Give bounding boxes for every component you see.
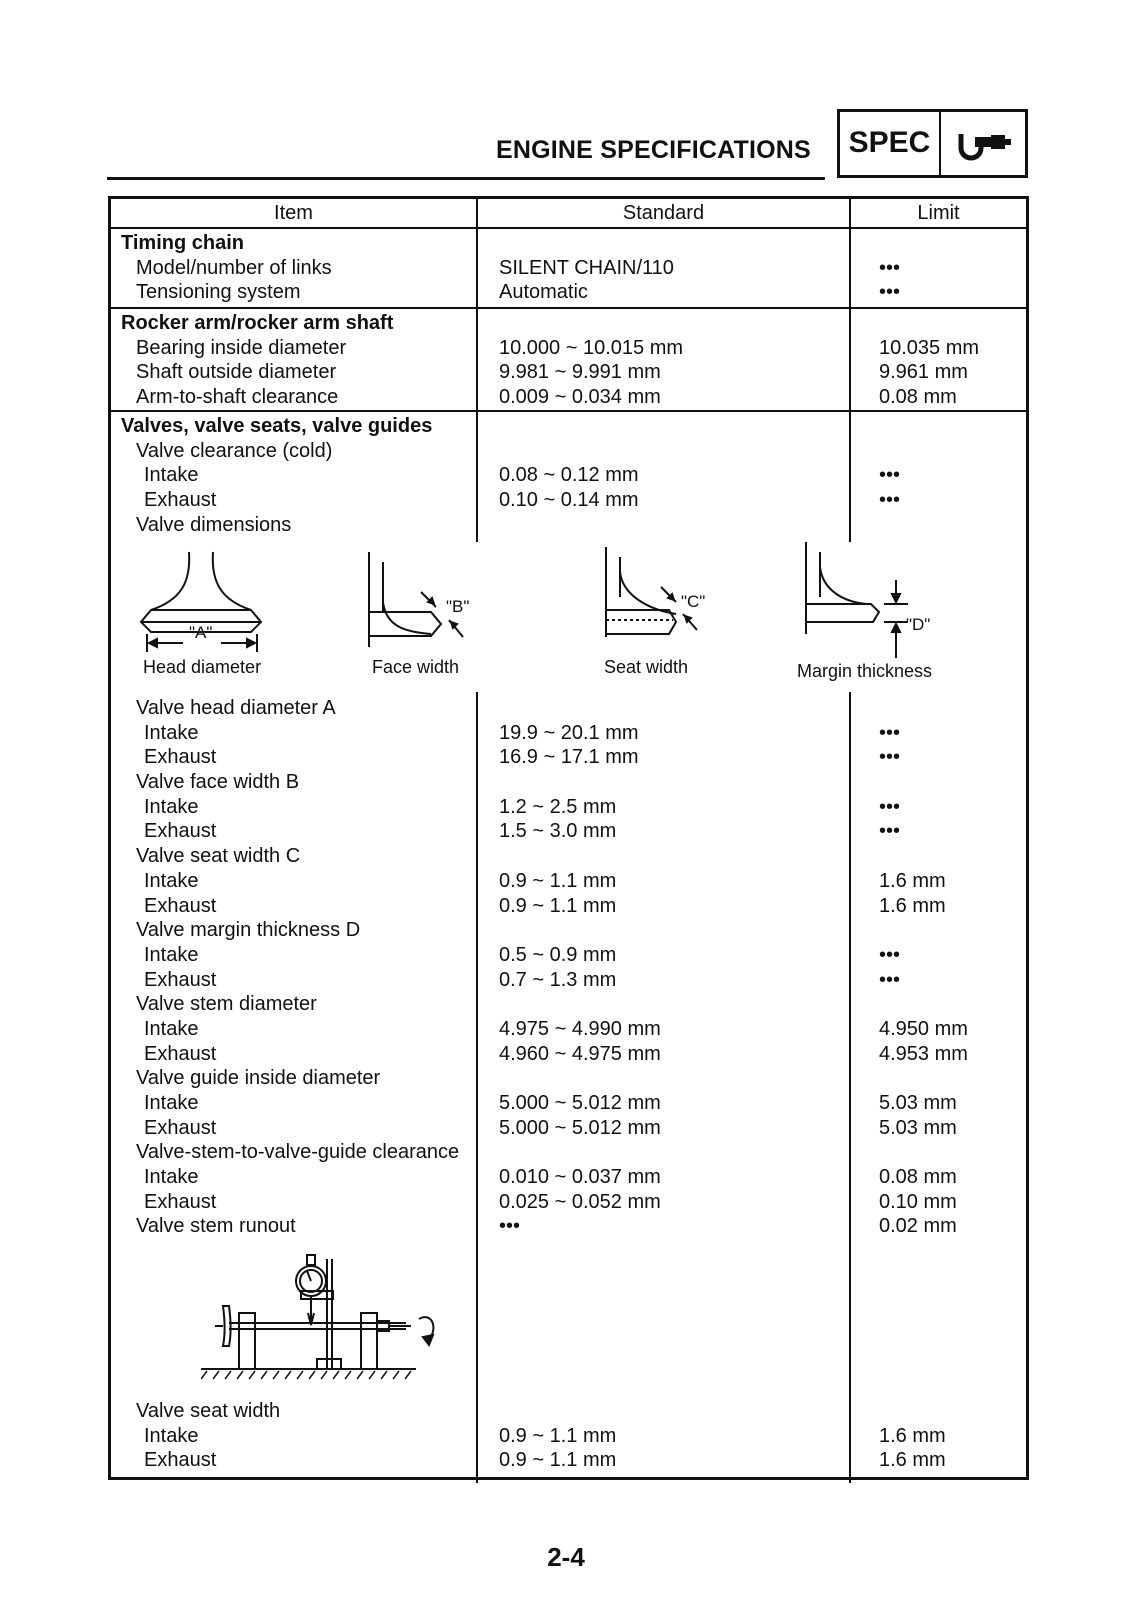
block-timing-chain-standard (499, 231, 674, 305)
standard-value (499, 513, 639, 538)
item-label: Exhaust (144, 820, 217, 843)
col-divider (849, 199, 851, 542)
limit-value (879, 513, 900, 538)
limit-value (879, 918, 968, 943)
item-label: Intake (144, 795, 199, 818)
limit-value: 1.6 mm (879, 1424, 946, 1447)
standard-value (499, 918, 661, 943)
item-label: Valve head diameter A (136, 697, 336, 719)
standard-value: 0.025 ~ 0.052 mm (499, 1190, 661, 1213)
item-label: Valve-stem-to-valve-guide clearance (136, 1141, 460, 1164)
item-label: Valve face width B (136, 771, 300, 794)
spec-badge-label: SPEC (840, 112, 941, 175)
item-label: Intake (144, 1166, 199, 1189)
item-label: Model/number of links (136, 256, 332, 279)
block-valve-seat-standard (499, 1399, 616, 1473)
block-valve-dimensions-items (121, 696, 459, 1239)
limit-value: ••• (879, 795, 901, 818)
block-valves-standard (499, 414, 639, 537)
item-label: Exhaust (144, 746, 217, 769)
standard-value: Automatic (499, 281, 588, 304)
item-label: Exhaust (144, 1190, 217, 1213)
standard-value: 0.5 ~ 0.9 mm (499, 943, 617, 966)
standard-value: 0.9 ~ 1.1 mm (499, 1424, 617, 1447)
standard-value: 19.9 ~ 20.1 mm (499, 721, 639, 744)
micrometer-icon (941, 112, 1025, 175)
standard-value: ••• (499, 1215, 521, 1238)
col-header-limit: Limit (917, 202, 960, 224)
standard-value: 4.960 ~ 4.975 mm (499, 1042, 661, 1065)
limit-value: ••• (879, 721, 901, 744)
limit-value: 10.035 mm (879, 336, 980, 359)
row-divider (111, 227, 1026, 229)
col-divider (476, 199, 478, 542)
item-label: Exhaust (144, 1449, 217, 1472)
standard-value: 1.2 ~ 2.5 mm (499, 795, 617, 818)
item-label: Exhaust (144, 1042, 217, 1065)
limit-value: ••• (879, 256, 901, 279)
item-label: Valve clearance (cold) (136, 439, 333, 462)
limit-value (879, 439, 900, 464)
block-valve-seat-limit (879, 1399, 946, 1473)
limit-value: ••• (879, 943, 901, 966)
standard-value (499, 311, 683, 336)
item-label: Intake (144, 943, 199, 966)
marker-b: "B" (446, 597, 470, 616)
item-label: Arm-to-shaft clearance (136, 386, 339, 409)
limit-value: 5.03 mm (879, 1116, 957, 1139)
standard-value: 0.9 ~ 1.1 mm (499, 869, 617, 892)
limit-value (879, 844, 968, 869)
item-label: Intake (144, 1424, 199, 1447)
limit-value: ••• (879, 968, 901, 991)
limit-value (879, 696, 968, 721)
standard-value: 5.000 ~ 5.012 mm (499, 1116, 661, 1139)
label-face-width: Face width (372, 657, 460, 677)
standard-value (499, 1399, 616, 1424)
header-rule (107, 177, 825, 180)
limit-value: 0.10 mm (879, 1190, 957, 1213)
block-timing-chain-limit (879, 231, 900, 305)
item-label: Intake (144, 869, 199, 892)
standard-value (499, 844, 661, 869)
standard-value: 0.08 ~ 0.12 mm (499, 464, 639, 487)
block-valve-dimensions-limit (879, 696, 968, 1239)
block-rocker-arm-standard (499, 311, 683, 410)
item-label: Valve stem runout (136, 1215, 296, 1238)
limit-value: ••• (879, 820, 901, 843)
section-heading: Rocker arm/rocker arm shaft (121, 312, 394, 334)
col-header-item: Item (274, 202, 313, 224)
standard-value (499, 1066, 661, 1091)
limit-value: 1.6 mm (879, 1449, 946, 1472)
limit-value: 4.953 mm (879, 1042, 968, 1065)
spec-badge (837, 109, 1028, 178)
page-number: 2-4 (547, 1542, 585, 1572)
section-heading: Timing chain (121, 232, 244, 254)
limit-value: ••• (879, 746, 901, 769)
standard-value (499, 696, 661, 721)
limit-value: 0.08 mm (879, 1166, 957, 1189)
standard-value: 10.000 ~ 10.015 mm (499, 336, 684, 359)
standard-value: 9.981 ~ 9.991 mm (499, 361, 661, 384)
item-label: Bearing inside diameter (136, 336, 347, 359)
item-label: Exhaust (144, 968, 217, 991)
item-label: Intake (144, 721, 199, 744)
section-heading: Valves, valve seats, valve guides (121, 415, 433, 437)
standard-value (499, 1140, 661, 1165)
limit-value (879, 311, 979, 336)
label-margin-thickness: Margin thickness (797, 661, 933, 681)
standard-value: 0.009 ~ 0.034 mm (499, 386, 661, 409)
limit-value: 5.03 mm (879, 1092, 957, 1114)
valve-runout-diagram (201, 1251, 461, 1391)
standard-value (499, 231, 674, 256)
limit-value: 0.08 mm (879, 386, 957, 409)
item-label: Intake (144, 464, 199, 487)
standard-value: 5.000 ~ 5.012 mm (499, 1092, 661, 1114)
standard-value: 0.7 ~ 1.3 mm (499, 968, 617, 991)
item-label: Valve seat width (136, 1400, 281, 1422)
block-valve-dimensions-standard (499, 696, 661, 1239)
item-label: Valve dimensions (136, 513, 292, 536)
block-rocker-arm-limit (879, 311, 979, 410)
col-header-standard: Standard (622, 202, 705, 224)
row-divider (111, 307, 1026, 309)
spec-table (108, 196, 1029, 1480)
block-valves-limit (879, 414, 900, 537)
standard-value: 0.9 ~ 1.1 mm (499, 1449, 617, 1472)
standard-value: 1.5 ~ 3.0 mm (499, 820, 617, 843)
standard-value: 16.9 ~ 17.1 mm (499, 746, 639, 769)
limit-value (879, 414, 900, 439)
limit-value: 1.6 mm (879, 869, 946, 892)
item-label: Valve seat width C (136, 845, 301, 868)
block-valve-seat-items (121, 1399, 280, 1473)
limit-value: ••• (879, 489, 901, 512)
limit-value: ••• (879, 464, 901, 487)
block-valves-items (121, 414, 432, 537)
standard-value (499, 414, 639, 439)
standard-value: 4.975 ~ 4.990 mm (499, 1017, 661, 1040)
limit-value: 1.6 mm (879, 894, 946, 917)
limit-value: ••• (879, 281, 901, 304)
item-label: Exhaust (144, 1116, 217, 1139)
col-divider (476, 692, 478, 1483)
limit-value (879, 231, 900, 256)
item-label: Intake (144, 1092, 199, 1114)
page-title: ENGINE SPECIFICATIONS (496, 136, 811, 164)
limit-value: 4.950 mm (879, 1017, 968, 1040)
item-label: Exhaust (144, 894, 217, 917)
item-label: Valve guide inside diameter (136, 1067, 381, 1090)
limit-value (879, 992, 968, 1017)
block-timing-chain-items (121, 231, 332, 305)
item-label: Intake (144, 1017, 199, 1040)
row-divider (111, 410, 1026, 412)
limit-value (879, 1140, 968, 1165)
col-divider (849, 692, 851, 1483)
block-rocker-arm-items (121, 311, 393, 410)
label-seat-width: Seat width (604, 657, 689, 677)
standard-value: SILENT CHAIN/110 (499, 256, 674, 279)
standard-value (499, 992, 661, 1017)
limit-value: 0.02 mm (879, 1215, 957, 1238)
item-label: Tensioning system (136, 281, 301, 304)
standard-value: 0.9 ~ 1.1 mm (499, 894, 617, 917)
limit-value (879, 1066, 968, 1091)
marker-c: "C" (681, 592, 706, 611)
standard-value: 0.010 ~ 0.037 mm (499, 1166, 661, 1189)
limit-value (879, 770, 968, 795)
standard-value (499, 439, 639, 464)
limit-value: 9.961 mm (879, 361, 968, 384)
item-label: Valve margin thickness D (136, 919, 361, 942)
item-label: Shaft outside diameter (136, 361, 337, 384)
item-label: Valve stem diameter (136, 993, 317, 1016)
standard-value: 0.10 ~ 0.14 mm (499, 489, 639, 512)
item-label: Exhaust (144, 489, 217, 512)
marker-a: "A" (189, 623, 213, 642)
limit-value (879, 1399, 946, 1424)
standard-value (499, 770, 661, 795)
marker-d: "D" (906, 615, 931, 634)
label-head-diameter: Head diameter (143, 657, 262, 677)
